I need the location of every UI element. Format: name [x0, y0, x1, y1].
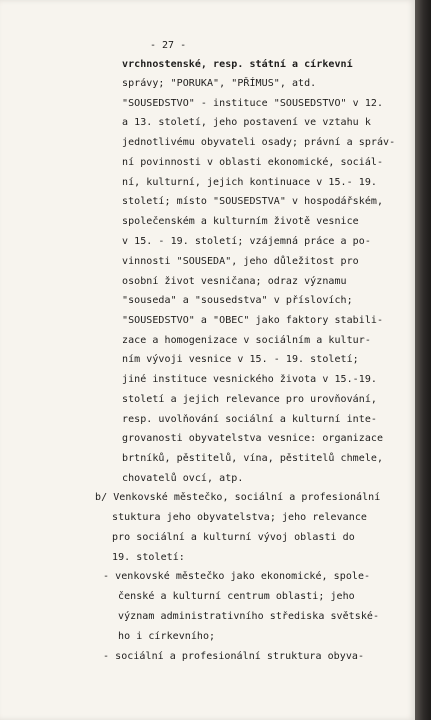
- text-line-1: vrchnostenské, resp. státní a církevní: [122, 59, 353, 70]
- text-line-14: "SOUSEDSTVO" a "OBEC" jako faktory stabili-: [122, 315, 384, 326]
- text-line-5: jednotlivému obyvateli osady; právní a správ-: [122, 137, 396, 148]
- page-number: - 27 -: [150, 40, 187, 51]
- section-b-heading: b/ Venkovské městečko, sociální a profesionální: [95, 492, 381, 503]
- text-line-18: století a jejich relevance pro urovňování,: [122, 394, 377, 405]
- book-spine-edge: [415, 0, 431, 720]
- text-line-7: ní, kulturní, jejich kontinuace v 15.- 19.: [122, 177, 377, 188]
- text-line-13: "souseda" a "sousedstva" v příslovích;: [122, 295, 353, 306]
- text-line-25: pro sociální a kulturní vývoj oblasti do: [112, 532, 355, 543]
- text-line-3: "SOUSEDSTVO" - instituce "SOUSEDSTVO" v 12.: [122, 98, 384, 109]
- text-line-21: brtníků, pěstitelů, vína, pěstitelů chmele,: [122, 453, 384, 464]
- text-line-28: čenské a kulturní centrum oblasti; jeho: [118, 591, 355, 602]
- text-line-26: 19. století:: [112, 552, 185, 563]
- text-line-11: vinnosti "SOUSEDA", jeho důležitost pro: [122, 256, 359, 267]
- text-line-9: společenském a kulturním životě vesnice: [122, 216, 359, 227]
- text-line-30: ho i církevního;: [118, 631, 216, 642]
- text-line-29: význam administrativního střediska světské-: [118, 611, 380, 622]
- bullet-line-2: - sociální a profesionální struktura obyva-: [103, 651, 365, 662]
- text-line-6: ní povinnosti v oblasti ekonomické, sociál-: [122, 157, 384, 168]
- bullet-line-1: - venkovské městečko jako ekonomické, spole-: [103, 571, 371, 582]
- text-line-17: jiné instituce vesnického života v 15.-19.: [122, 374, 377, 385]
- text-line-22: chovatelů ovcí, atp.: [122, 473, 244, 484]
- text-line-4: a 13. století, jeho postavení ve vztahu k: [122, 117, 371, 128]
- text-line-10: v 15. - 19. století; vzájemná práce a po-: [122, 236, 371, 247]
- text-line-12: osobní život vesničana; odraz významu: [122, 276, 347, 287]
- text-line-2: správy; "PORUKA", "PŘÍMUS", atd.: [122, 78, 317, 89]
- text-line-19: resp. uvolňování sociální a kulturní inte-: [122, 414, 377, 425]
- text-line-8: století; místo "SOUSEDSTVA" v hospodářském,: [122, 196, 384, 207]
- text-line-20: grovanosti obyvatelstva vesnice: organizace: [122, 433, 384, 444]
- text-line-15: zace a homogenizace v sociálním a kultur-: [122, 335, 371, 346]
- text-line-16: ním vývoji vesnice v 15. - 19. století;: [122, 354, 359, 365]
- text-line-24: stuktura jeho obyvatelstva; jeho relevance: [112, 512, 367, 523]
